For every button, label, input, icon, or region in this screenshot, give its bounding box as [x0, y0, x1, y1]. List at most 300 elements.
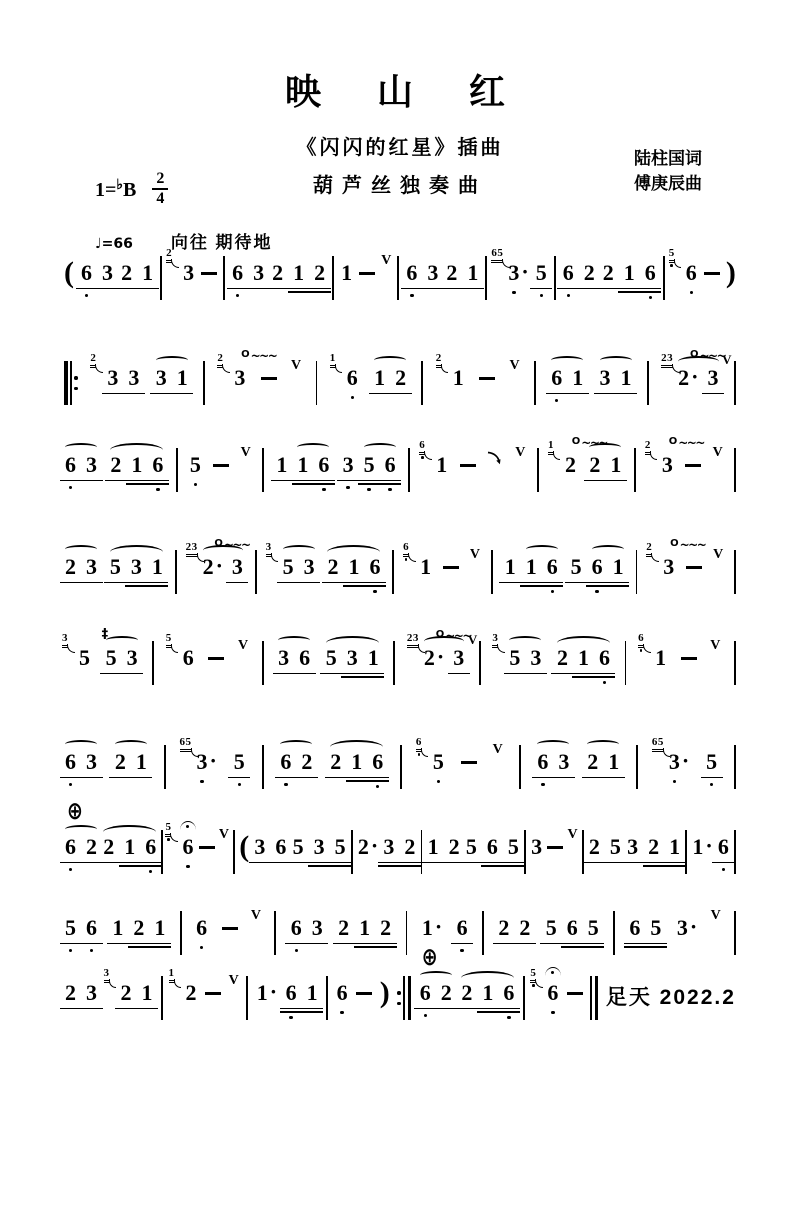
slur-arc: [420, 971, 452, 981]
note-group: [325, 645, 380, 671]
slur-arc: [106, 636, 138, 646]
beam-underline: [701, 777, 723, 779]
barline: [537, 448, 539, 492]
note: [123, 834, 136, 860]
note-stack: [445, 260, 458, 286]
beam-underline: [379, 480, 401, 482]
note-stack: [529, 645, 542, 671]
beam-underline: [607, 582, 629, 584]
note-digit: 1: [142, 260, 154, 285]
note-digit: 6: [486, 834, 498, 859]
key-text: [95, 177, 136, 202]
page-title: 映 山 红: [284, 71, 515, 112]
note-stack: [448, 834, 461, 860]
beam-underline: [60, 582, 82, 584]
note-digit: 3: [311, 915, 323, 940]
note-digit: 1: [577, 645, 589, 670]
slur-arc: [103, 825, 156, 835]
note: [64, 452, 77, 478]
note: [233, 749, 246, 775]
beam-underline: [325, 777, 347, 779]
note-group: [406, 629, 478, 671]
barline: [233, 830, 235, 874]
note-group: [326, 554, 381, 580]
repeat-dots: [74, 361, 78, 405]
note: [274, 834, 287, 860]
note-stack: [252, 260, 265, 286]
note: [132, 915, 145, 941]
note-stack: [109, 452, 122, 478]
slur-arc: [110, 545, 163, 555]
note: [497, 915, 510, 941]
note-digit: 1: [427, 834, 439, 859]
note-digit: 6: [598, 645, 610, 670]
note-stack: [311, 915, 324, 941]
beam-underline: [171, 393, 193, 395]
note-group: [265, 541, 316, 580]
grace-digits: 65: [179, 736, 192, 748]
beam-underline: [147, 483, 169, 485]
beam-underline: [435, 1008, 457, 1010]
note-digit: 6: [384, 452, 396, 477]
parenthesis: ): [379, 976, 390, 1009]
note-digit: 6: [182, 645, 194, 670]
note-digit: 3: [231, 554, 243, 579]
beam-underline: [60, 777, 82, 779]
grace-hook: [171, 644, 179, 653]
beam-underline: [441, 288, 463, 290]
beam-underline: [603, 777, 625, 779]
note: [114, 749, 127, 775]
note-group: [231, 260, 265, 286]
low-octave-dot: [367, 488, 370, 491]
note-stack: [101, 260, 114, 286]
note-digit: 2: [461, 980, 473, 1005]
note: [329, 352, 359, 391]
credit-signature: 足天 2022.2: [605, 986, 736, 1009]
trill-circle: O: [241, 349, 250, 360]
beam-underline: [227, 288, 249, 290]
note-group: [120, 260, 154, 286]
beam-underline: [306, 943, 328, 945]
beam-underline: [451, 943, 473, 945]
note-stack: [176, 365, 189, 391]
composer-credit: 傅庚辰曲: [634, 174, 702, 193]
note-stack: [325, 645, 338, 671]
note: [518, 915, 531, 941]
low-octave-dot: [236, 294, 239, 297]
note-digit: 5: [325, 645, 337, 670]
grace-hook: [424, 451, 432, 460]
beam-underline: [149, 943, 171, 945]
grace-hook: [421, 748, 429, 757]
note-digit: 1: [572, 365, 584, 390]
low-octave-dot: [512, 291, 515, 294]
note-stack: [599, 365, 612, 391]
note-stack: [336, 980, 349, 1006]
trill-circle: O: [668, 436, 678, 447]
note-digit: 1: [124, 834, 136, 859]
note-digit: 2: [86, 834, 97, 859]
grace-digits: 65: [651, 736, 664, 748]
note: [612, 554, 625, 580]
note: [350, 749, 363, 775]
note: [452, 632, 478, 671]
note-stack: [271, 260, 284, 286]
note-stack: [628, 915, 641, 941]
beam-underline: [639, 291, 661, 293]
beam-underline: [399, 862, 421, 864]
note-stack: [217, 349, 277, 391]
note: [481, 980, 494, 1006]
note-digit: 1: [692, 834, 704, 859]
note-digit: 2: [103, 834, 115, 859]
note: [303, 554, 316, 580]
note: [646, 538, 706, 580]
note-digit: 6: [290, 915, 302, 940]
note-stack: [405, 260, 418, 286]
grace-beam: [186, 556, 198, 557]
augmentation-dot: ·: [269, 979, 278, 1004]
note: [120, 260, 133, 286]
beam-underline: [81, 582, 103, 584]
beam-underline: [341, 673, 363, 675]
note-digit: 2: [589, 452, 601, 477]
note-digit: 1: [436, 452, 448, 477]
note-digit: 2: [110, 452, 122, 477]
dash-note: [205, 992, 221, 995]
tempo-marking: ♩=66: [95, 236, 133, 252]
trill-circle: O: [214, 538, 223, 549]
note-stack: [406, 629, 471, 671]
notation-line: [64, 538, 736, 600]
note-digit: 2: [498, 915, 510, 940]
note-stack: [545, 915, 558, 941]
trill-circle: O: [689, 349, 699, 360]
grace-hook: [408, 553, 416, 562]
barline: [519, 745, 521, 789]
note-stack: [371, 749, 384, 775]
note-digit: 6: [503, 980, 515, 1005]
note: [371, 749, 384, 775]
low-octave-dot: [507, 1016, 510, 1019]
note: [588, 452, 601, 478]
note: [313, 834, 326, 860]
note-group: [155, 365, 189, 391]
note-digit: 1: [610, 452, 622, 477]
note: [130, 554, 143, 580]
note-digit: 2: [648, 834, 660, 859]
note-digit: 3: [668, 749, 680, 774]
beam-underline: [329, 862, 351, 864]
beam-underline: [116, 288, 138, 290]
note-digit: 2: [327, 554, 339, 579]
beam-underline: [462, 288, 484, 290]
grace-hook: [553, 451, 561, 460]
breath-mark: V: [218, 827, 229, 842]
beam-underline: [582, 943, 604, 945]
note-digit: 2: [588, 834, 600, 859]
note-digit: 6: [629, 915, 641, 940]
beam-underline: [502, 865, 524, 867]
note-digit: 5: [650, 915, 662, 940]
note-stack: [290, 915, 303, 941]
notation-line: [64, 349, 736, 411]
note: [85, 452, 98, 478]
note-stack: [275, 452, 288, 478]
barline: [634, 448, 636, 492]
barline: [479, 641, 481, 685]
breath-mark: V: [381, 253, 392, 268]
note-stack: [357, 834, 378, 860]
grace-hook: [335, 364, 343, 373]
note-stack: [130, 452, 143, 478]
dash-note: [213, 464, 229, 467]
note-stack: [231, 554, 244, 580]
barline: [625, 641, 627, 685]
note-digit: 6: [546, 554, 558, 579]
beam-underline: [320, 673, 342, 675]
note-stack: [535, 260, 548, 286]
note: [300, 749, 313, 775]
beam-underline: [308, 862, 330, 864]
note: [130, 452, 143, 478]
note: [165, 821, 194, 860]
note-digit: 1: [112, 915, 124, 940]
note-digit: 6: [145, 834, 157, 859]
beam-underline: [514, 943, 536, 945]
note-stack: [646, 538, 706, 580]
note-stack: [556, 645, 569, 671]
grace-low-dot: [418, 753, 421, 756]
note-stack: [64, 554, 77, 580]
beam-underline: [147, 480, 169, 482]
note-stack: [691, 834, 712, 860]
beam-underline: [60, 480, 82, 482]
beam-underline: [105, 480, 127, 482]
note-digit: 1: [256, 980, 268, 1005]
note-stack: [306, 980, 319, 1006]
note: [311, 915, 324, 941]
barline: [160, 256, 162, 300]
note-stack: [384, 452, 397, 478]
beam-underline: [343, 585, 365, 587]
beam-underline: [645, 943, 667, 945]
note: [317, 452, 330, 478]
beam-underline: [712, 862, 734, 864]
note-digit: 5: [570, 554, 582, 579]
beam-underline: [277, 582, 299, 584]
note: [275, 452, 288, 478]
note: [144, 834, 157, 860]
note: [419, 980, 432, 1006]
note-stack: [588, 452, 601, 478]
note-digit: 6: [196, 915, 208, 940]
beam-underline: [399, 865, 421, 867]
note: [189, 452, 202, 478]
note-digit: 5: [706, 749, 718, 774]
notation-line: [64, 796, 736, 880]
note-stack: [64, 834, 77, 860]
low-octave-dot: [340, 1011, 343, 1014]
beam-underline: [292, 480, 314, 482]
beam-underline: [567, 393, 589, 395]
note-group: [570, 554, 625, 580]
note-digit: 1: [141, 980, 153, 1005]
note: [64, 749, 77, 775]
barline: [491, 550, 493, 594]
note: [141, 260, 154, 286]
note: [529, 645, 542, 671]
note-digit: 1: [504, 554, 516, 579]
note: [504, 554, 517, 580]
low-octave-dot: [200, 780, 203, 783]
slur-arc: [509, 636, 541, 646]
beam-underline: [228, 777, 250, 779]
note-stack: [340, 260, 353, 286]
beam-underline: [460, 862, 482, 864]
note-stack: [350, 749, 363, 775]
grace-low-dot: [670, 264, 673, 267]
beam-underline: [288, 288, 310, 290]
note: [440, 980, 453, 1006]
note-stack: [626, 834, 639, 860]
low-octave-dot: [540, 294, 543, 297]
note-digit: 1: [525, 554, 537, 579]
beam-underline: [369, 393, 391, 395]
beam-underline: [481, 862, 503, 864]
bar-thick: [64, 361, 68, 405]
beam-underline: [597, 288, 619, 290]
note: [90, 352, 119, 391]
grace-hook: [535, 979, 543, 988]
note-stack: [550, 365, 563, 391]
note-stack: [111, 915, 124, 941]
grace-digits: 2: [646, 541, 653, 553]
beam-underline: [546, 393, 568, 395]
note-stack: [373, 365, 386, 391]
grace-hook: [651, 553, 659, 562]
note-digit: 3: [126, 645, 138, 670]
note: [296, 452, 309, 478]
beam-underline: [498, 1008, 520, 1010]
barline: [393, 641, 395, 685]
note-digit: 3: [278, 645, 290, 670]
grace-digits: 5: [165, 821, 172, 833]
note-stack: [456, 915, 469, 941]
beam-underline: [287, 862, 309, 864]
beam-underline: [561, 943, 583, 945]
note-stack: [85, 452, 98, 478]
note-group: [460, 980, 515, 1006]
note-group: [556, 645, 611, 671]
note-stack: [612, 554, 625, 580]
note-group: [382, 834, 416, 860]
breath-mark: V: [712, 445, 723, 460]
note-stack: [317, 452, 330, 478]
barline: [161, 976, 163, 1020]
note-digit: 5: [545, 915, 557, 940]
note-group: [445, 260, 479, 286]
dash-note: [199, 846, 215, 849]
slur-arc: [327, 545, 380, 555]
note-stack: [466, 260, 479, 286]
low-octave-dot: [690, 291, 693, 294]
beam-underline: [622, 862, 644, 864]
trill-wave: ~~~: [250, 349, 277, 363]
trill-wave: ~~~: [223, 538, 250, 552]
beam-underline: [520, 582, 542, 584]
notation-line: [64, 436, 736, 498]
note: [598, 645, 611, 671]
beam-underline: [249, 862, 271, 864]
grace-digits: 5: [668, 247, 675, 259]
note-digit: 3: [599, 365, 611, 390]
note-stack: [403, 541, 432, 580]
beam-underline: [607, 585, 629, 587]
beam-underline: [477, 1011, 499, 1013]
note: [591, 554, 604, 580]
note-digit: 1: [367, 645, 379, 670]
note-digit: 2: [357, 834, 369, 859]
dayin-mark: ‡: [101, 627, 109, 642]
note-group: [602, 260, 657, 286]
barline: [397, 256, 399, 300]
note-stack: [337, 915, 350, 941]
note-digit: 6: [65, 749, 76, 774]
grace-hook: [191, 748, 199, 757]
note-digit: 1: [421, 915, 433, 940]
note: [292, 834, 305, 860]
barline: [554, 256, 556, 300]
note: [185, 538, 250, 580]
breath-mark: V: [228, 973, 239, 988]
note-stack: [598, 645, 611, 671]
note: [340, 260, 353, 286]
note: [586, 749, 599, 775]
repeat-dot: [397, 991, 401, 995]
note-stack: [465, 834, 478, 860]
note-digit: 1: [348, 554, 360, 579]
note-group: [588, 452, 622, 478]
low-octave-dot: [551, 1011, 554, 1014]
barline: [326, 976, 328, 1020]
note: [265, 541, 295, 580]
beam-underline: [60, 862, 82, 864]
note-stack: [151, 554, 164, 580]
note: [550, 365, 563, 391]
note-stack: [486, 834, 499, 860]
note-stack: [507, 834, 520, 860]
note-stack: [440, 980, 453, 1006]
note: [717, 834, 730, 860]
note: [707, 352, 732, 391]
barline: [223, 256, 225, 300]
beam-underline: [541, 582, 563, 584]
beam-underline: [226, 582, 248, 584]
grace-notes: [166, 633, 172, 648]
note: [64, 834, 77, 860]
note-stack: [492, 632, 521, 671]
beam-underline: [582, 777, 604, 779]
note-stack: [557, 749, 570, 775]
beam-underline: [378, 865, 400, 867]
note-stack: [256, 980, 277, 1006]
barline: [176, 448, 178, 492]
note-group: [101, 627, 139, 671]
dash-note: [261, 377, 277, 380]
note: [151, 452, 164, 478]
